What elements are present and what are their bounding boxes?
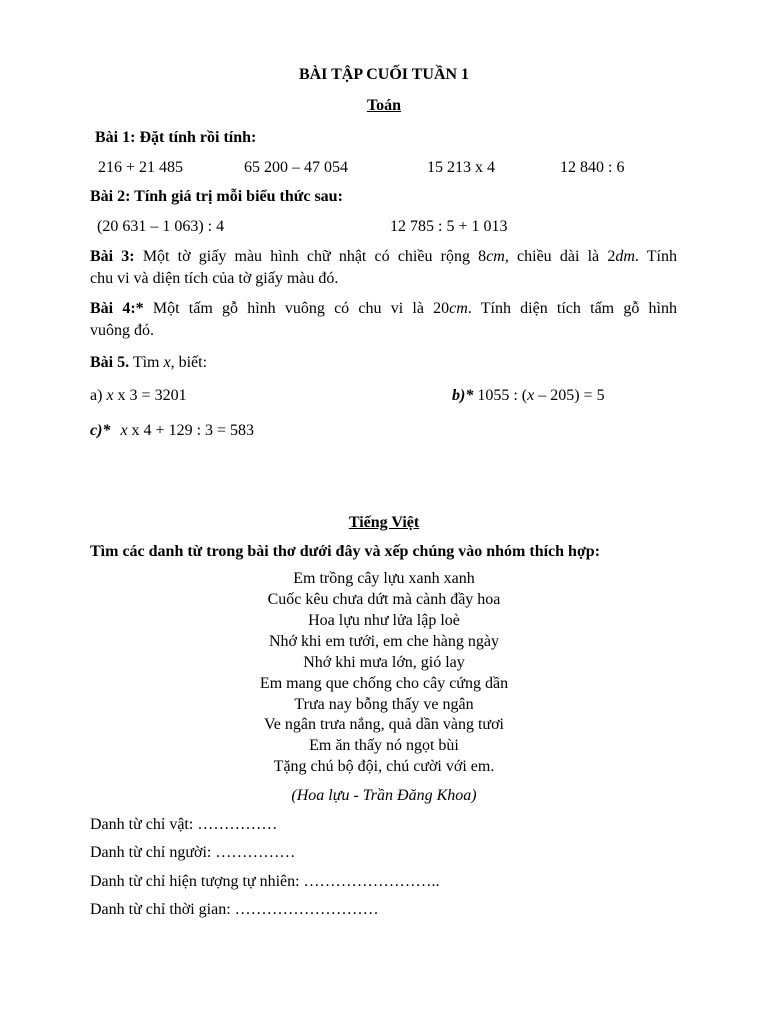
vietnamese-task: Tìm các danh từ trong bài thơ dưới đây và xếp chúng vào nhóm thích hợp: <box>90 543 601 560</box>
poem-line: Em ăn thấy nó ngọt bùi <box>309 737 459 754</box>
exercise-5b-label: b)* <box>452 387 474 404</box>
unit-dm: dm <box>615 248 635 265</box>
exercise-5b-text: – 205) = 5 <box>534 387 605 404</box>
unit-cm: cm <box>449 300 468 317</box>
exercise-5a-text: x 3 = 3201 <box>113 387 187 404</box>
exercise-3-text: Một tờ giấy màu hình chữ nhật có chiều rộng 8 <box>134 248 487 265</box>
exercise-4-text: . Tính diện tích tấm gỗ hình <box>467 300 677 317</box>
exercise-1-label: Bài 1: Đặt tính rồi tính: <box>95 129 257 146</box>
exercise-5c <box>90 421 254 441</box>
poem-line: Em mang que chống cho cây cứng dần <box>259 675 509 692</box>
exercise-5b <box>452 386 605 406</box>
exercise-4-line-2: vuông đó. <box>90 322 154 339</box>
poem-line: Ve ngân trưa nắng, quả dần vàng tươi <box>264 716 504 733</box>
page-title: BÀI TẬP CUỐI TUẦN 1 <box>298 66 470 83</box>
exercise-5a-label: a) <box>90 387 107 404</box>
math-heading: Toán <box>366 97 402 114</box>
variable-x: x <box>106 387 114 404</box>
variable-x: x <box>527 387 535 404</box>
exercise-2-item: 12 785 : 5 + 1 013 <box>390 218 508 235</box>
category-line: Danh từ chỉ hiện tượng tự nhiên: …………………….. <box>90 873 440 890</box>
exercise-5c-label: c)* <box>90 422 111 439</box>
exercise-2-label: Bài 2: Tính giá trị mỗi biểu thức sau: <box>90 188 343 205</box>
category-line: Danh từ chỉ vật: …………… <box>90 816 278 833</box>
vietnamese-heading: Tiếng Việt <box>348 514 420 531</box>
exercise-4-line-1 <box>90 299 677 319</box>
category-line: Danh từ chỉ người: …………… <box>90 844 296 861</box>
exercise-3-line-2: chu vi và diện tích của tờ giấy màu đó. <box>90 270 339 287</box>
exercise-1-item: 216 + 21 485 <box>98 159 184 176</box>
exercise-4-label: Bài 4:* <box>90 300 144 317</box>
unit-cm: cm <box>486 248 505 265</box>
exercise-5-intro <box>90 353 207 373</box>
exercise-5b-text: 1055 : ( <box>473 387 528 404</box>
exercise-3-text: . Tính <box>634 248 678 265</box>
exercise-5-text: Tìm <box>129 354 164 371</box>
exercise-3-text: , chiều dài là 2 <box>504 248 616 265</box>
exercise-1-item: 15 213 x 4 <box>427 159 495 176</box>
exercise-5-text: , biết: <box>170 354 208 371</box>
poem-line: Hoa lựu như lửa lập loè <box>308 612 460 629</box>
exercise-1-item: 65 200 – 47 054 <box>244 159 348 176</box>
poem-line: Nhớ khi mưa lớn, gió lay <box>303 654 465 671</box>
exercise-5-label: Bài 5. <box>90 354 130 371</box>
poem-line: Em trồng cây lựu xanh xanh <box>293 570 475 587</box>
category-line: Danh từ chỉ thời gian: ……………………… <box>90 901 379 918</box>
exercise-5a <box>90 386 187 406</box>
exercise-3-label: Bài 3: <box>90 248 135 265</box>
poem-line: Nhớ khi em tưới, em che hàng ngày <box>269 633 499 650</box>
poem-line: Tặng chú bộ đội, chú cười với em. <box>273 758 495 775</box>
variable-x: x <box>163 354 171 371</box>
exercise-2-item: (20 631 – 1 063) : 4 <box>97 218 225 235</box>
exercise-3-line-1 <box>90 247 677 267</box>
poem-line: Cuốc kêu chưa dứt mà cành đầy hoa <box>267 591 501 608</box>
exercise-4-text: Một tấm gỗ hình vuông có chu vi là 20 <box>143 300 450 317</box>
poem-line: Trưa nay bỗng thấy ve ngân <box>294 696 474 713</box>
poem-source: (Hoa lựu - Trần Đăng Khoa) <box>291 787 477 804</box>
exercise-1-item: 12 840 : 6 <box>560 159 625 176</box>
variable-x: x <box>120 422 128 439</box>
exercise-5c-text: x 4 + 129 : 3 = 583 <box>127 422 255 439</box>
